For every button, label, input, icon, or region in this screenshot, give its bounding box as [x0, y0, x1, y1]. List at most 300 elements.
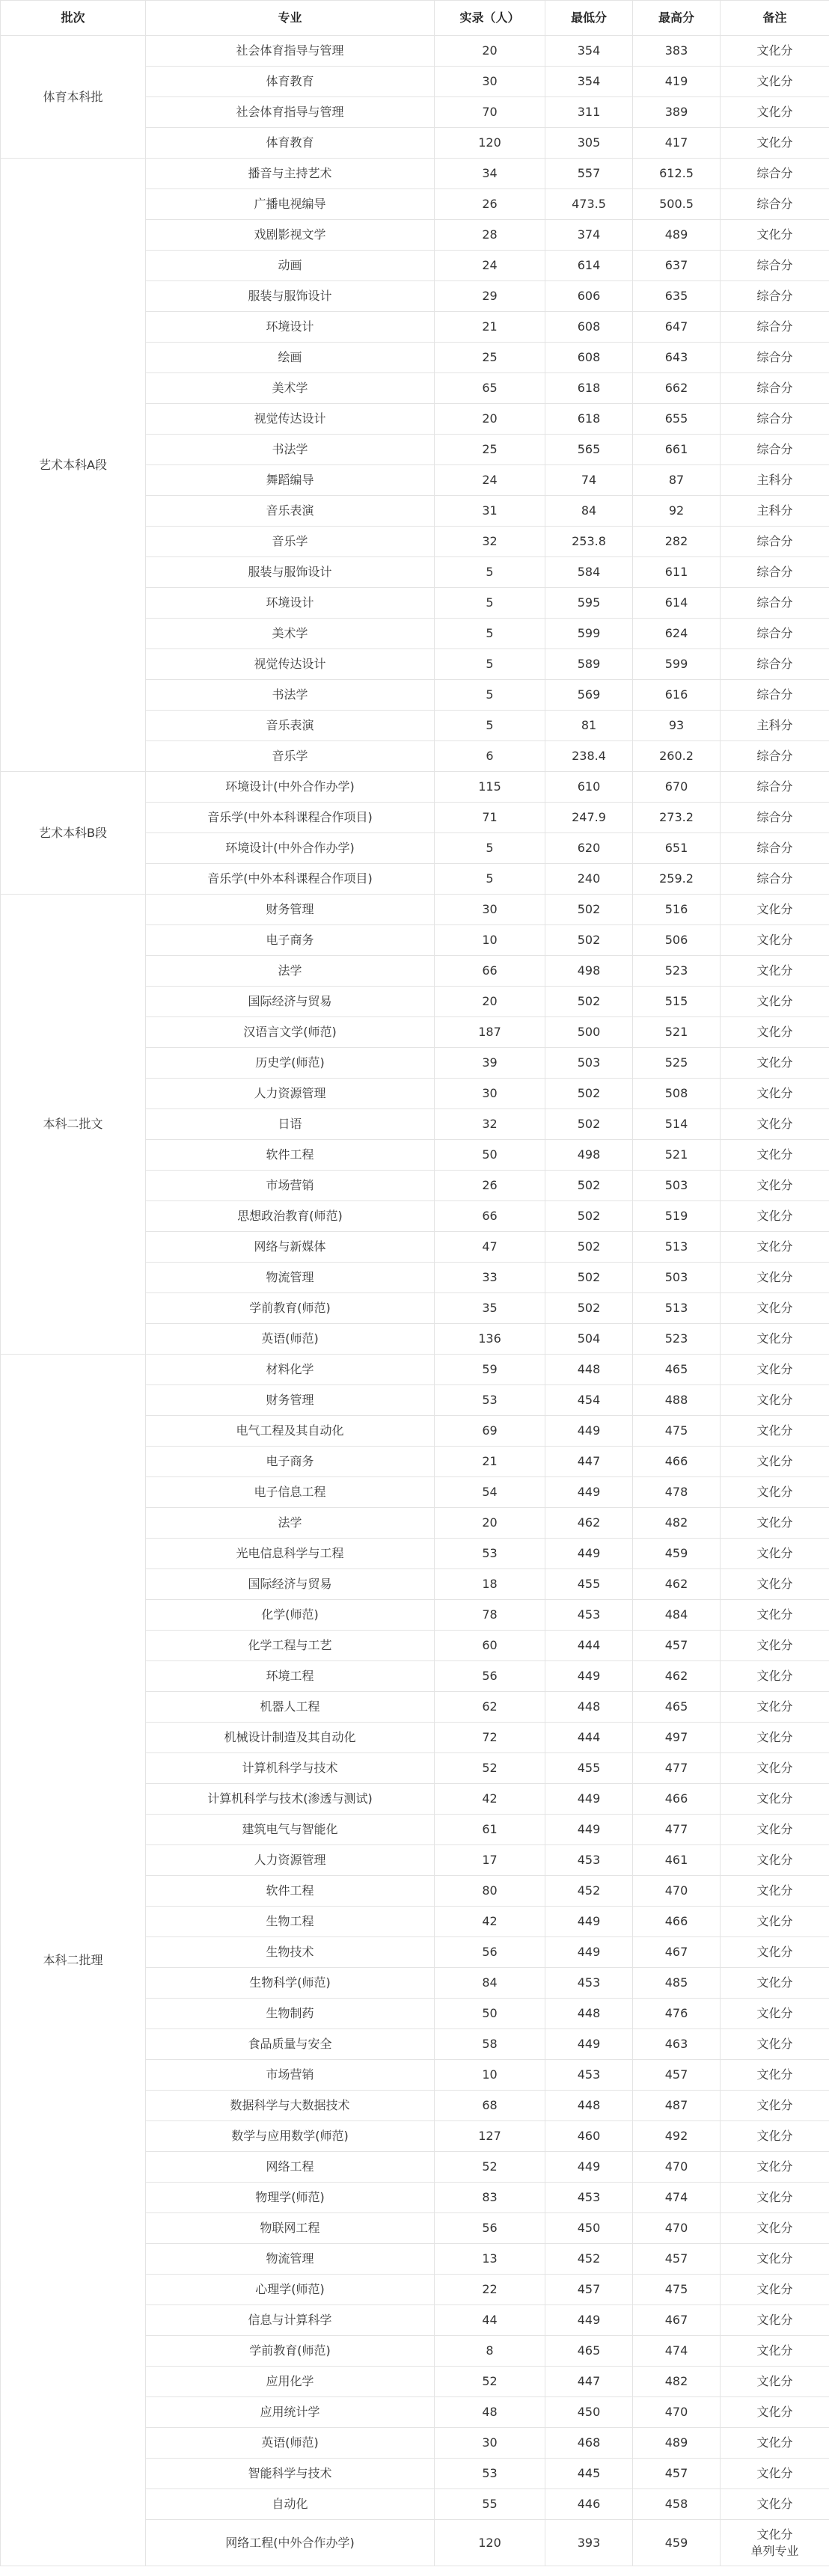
- max-score-cell: 478: [633, 1477, 721, 1508]
- min-score-cell: 502: [545, 1171, 633, 1201]
- max-score-cell: 457: [633, 2060, 721, 2091]
- note-cell: 文化分: [721, 97, 829, 128]
- note-cell: 文化分: [721, 1017, 829, 1048]
- min-score-cell: 452: [545, 2244, 633, 2275]
- major-cell: 环境工程: [146, 1661, 435, 1692]
- major-cell: 英语(师范): [146, 1324, 435, 1355]
- note-cell: 文化分: [721, 1232, 829, 1263]
- major-cell: 建筑电气与智能化: [146, 1815, 435, 1845]
- min-score-cell: 450: [545, 2213, 633, 2244]
- enrolled-cell: 5: [435, 864, 545, 895]
- min-score-cell: 502: [545, 1263, 633, 1293]
- enrolled-cell: 34: [435, 159, 545, 189]
- major-cell: 法学: [146, 1508, 435, 1539]
- enrolled-cell: 10: [435, 2060, 545, 2091]
- enrolled-cell: 5: [435, 680, 545, 711]
- major-cell: 法学: [146, 956, 435, 987]
- major-cell: 生物工程: [146, 1907, 435, 1937]
- enrolled-cell: 29: [435, 281, 545, 312]
- note-cell: 文化分: [721, 1324, 829, 1355]
- min-score-cell: 618: [545, 373, 633, 404]
- min-score-cell: 449: [545, 1416, 633, 1447]
- enrolled-cell: 22: [435, 2275, 545, 2305]
- header-row: [1, 1, 829, 36]
- major-cell: 物流管理: [146, 1263, 435, 1293]
- min-score-cell: 455: [545, 1569, 633, 1600]
- enrolled-cell: 13: [435, 2244, 545, 2275]
- enrolled-cell: 5: [435, 649, 545, 680]
- max-score-cell: 506: [633, 925, 721, 956]
- max-score-cell: 521: [633, 1140, 721, 1171]
- enrolled-cell: 30: [435, 67, 545, 97]
- max-score-cell: 466: [633, 1784, 721, 1815]
- min-score-cell: 453: [545, 1968, 633, 1999]
- min-score-cell: 452: [545, 1876, 633, 1907]
- note-cell: 文化分: [721, 1968, 829, 1999]
- max-score-cell: 467: [633, 2305, 721, 2336]
- enrolled-cell: 10: [435, 925, 545, 956]
- note-cell: 综合分: [721, 527, 829, 557]
- min-score-cell: 374: [545, 220, 633, 251]
- note-cell: 综合分: [721, 557, 829, 588]
- note-cell: 文化分: [721, 2336, 829, 2367]
- enrolled-cell: 30: [435, 1079, 545, 1109]
- major-cell: 音乐学(中外本科课程合作项目): [146, 864, 435, 895]
- enrolled-cell: 47: [435, 1232, 545, 1263]
- table-row: [1, 772, 829, 803]
- max-score-cell: 643: [633, 343, 721, 373]
- note-cell: 文化分: [721, 1999, 829, 2029]
- max-score-cell: 419: [633, 67, 721, 97]
- min-score-cell: 448: [545, 1999, 633, 2029]
- enrolled-cell: 56: [435, 1661, 545, 1692]
- max-score-cell: 508: [633, 1079, 721, 1109]
- min-score-cell: 449: [545, 1661, 633, 1692]
- max-score-cell: 651: [633, 833, 721, 864]
- min-score-cell: 473.5: [545, 189, 633, 220]
- major-cell: 音乐表演: [146, 496, 435, 527]
- major-cell: 化学(师范): [146, 1600, 435, 1631]
- note-cell: 文化分: [721, 1600, 829, 1631]
- note-cell: 文化分: [721, 2275, 829, 2305]
- min-score-cell: 253.8: [545, 527, 633, 557]
- min-score-cell: 565: [545, 435, 633, 465]
- note-cell: 主科分: [721, 711, 829, 741]
- major-cell: 机器人工程: [146, 1692, 435, 1723]
- max-score-cell: 670: [633, 772, 721, 803]
- max-score-cell: 497: [633, 1723, 721, 1753]
- major-cell: 应用统计学: [146, 2397, 435, 2428]
- note-cell: 文化分: [721, 1079, 829, 1109]
- note-cell: 综合分: [721, 343, 829, 373]
- major-cell: 人力资源管理: [146, 1845, 435, 1876]
- note-cell: 文化分: [721, 956, 829, 987]
- enrolled-cell: 20: [435, 404, 545, 435]
- major-cell: 材料化学: [146, 1355, 435, 1385]
- note-cell: 文化分: [721, 1815, 829, 1845]
- major-cell: 网络工程: [146, 2152, 435, 2183]
- major-cell: 戏剧影视文学: [146, 220, 435, 251]
- max-score-cell: 475: [633, 1416, 721, 1447]
- enrolled-cell: 26: [435, 189, 545, 220]
- major-cell: 市场营销: [146, 2060, 435, 2091]
- max-score-cell: 487: [633, 2091, 721, 2121]
- note-cell: 文化分: [721, 2213, 829, 2244]
- major-cell: 学前教育(师范): [146, 1293, 435, 1324]
- enrolled-cell: 120: [435, 2520, 545, 2566]
- note-cell: 文化分: [721, 987, 829, 1017]
- enrolled-cell: 78: [435, 1600, 545, 1631]
- enrolled-cell: 66: [435, 956, 545, 987]
- enrolled-cell: 24: [435, 465, 545, 496]
- major-cell: 软件工程: [146, 1140, 435, 1171]
- enrolled-cell: 59: [435, 1355, 545, 1385]
- min-score-cell: 620: [545, 833, 633, 864]
- min-score-cell: 618: [545, 404, 633, 435]
- major-cell: 音乐学: [146, 527, 435, 557]
- enrolled-cell: 52: [435, 2367, 545, 2397]
- min-score-cell: 447: [545, 1447, 633, 1477]
- note-cell: 综合分: [721, 312, 829, 343]
- min-score-cell: 84: [545, 496, 633, 527]
- note-cell: 文化分: [721, 36, 829, 67]
- max-score-cell: 515: [633, 987, 721, 1017]
- major-cell: 网络与新媒体: [146, 1232, 435, 1263]
- enrolled-cell: 32: [435, 1109, 545, 1140]
- major-cell: 电子商务: [146, 1447, 435, 1477]
- major-cell: 国际经济与贸易: [146, 1569, 435, 1600]
- min-score-cell: 444: [545, 1723, 633, 1753]
- major-cell: 应用化学: [146, 2367, 435, 2397]
- note-cell: 文化分: [721, 1937, 829, 1968]
- enrolled-cell: 50: [435, 1140, 545, 1171]
- header-max-score: 最高分: [633, 1, 721, 36]
- table-row: [1, 159, 829, 189]
- note-cell: 文化分: [721, 1171, 829, 1201]
- note-cell: 主科分: [721, 465, 829, 496]
- min-score-cell: 462: [545, 1508, 633, 1539]
- note-cell: 文化分: [721, 1263, 829, 1293]
- min-score-cell: 81: [545, 711, 633, 741]
- min-score-cell: 247.9: [545, 803, 633, 833]
- max-score-cell: 474: [633, 2183, 721, 2213]
- enrolled-cell: 20: [435, 1508, 545, 1539]
- min-score-cell: 311: [545, 97, 633, 128]
- note-cell: 综合分: [721, 404, 829, 435]
- enrolled-cell: 25: [435, 435, 545, 465]
- note-cell: 文化分: [721, 1048, 829, 1079]
- major-cell: 视觉传达设计: [146, 404, 435, 435]
- enrolled-cell: 56: [435, 1937, 545, 1968]
- batch-cell: 体育本科批: [1, 36, 146, 159]
- min-score-cell: 595: [545, 588, 633, 619]
- enrolled-cell: 120: [435, 128, 545, 159]
- major-cell: 美术学: [146, 373, 435, 404]
- note-cell: 文化分: [721, 1569, 829, 1600]
- max-score-cell: 614: [633, 588, 721, 619]
- max-score-cell: 514: [633, 1109, 721, 1140]
- max-score-cell: 523: [633, 956, 721, 987]
- note-cell: 综合分: [721, 833, 829, 864]
- enrolled-cell: 115: [435, 772, 545, 803]
- major-cell: 书法学: [146, 680, 435, 711]
- max-score-cell: 475: [633, 2275, 721, 2305]
- header-enrolled: 实录（人）: [435, 1, 545, 36]
- major-cell: 生物科学(师范): [146, 1968, 435, 1999]
- max-score-cell: 457: [633, 2244, 721, 2275]
- major-cell: 生物制药: [146, 1999, 435, 2029]
- major-cell: 思想政治教育(师范): [146, 1201, 435, 1232]
- max-score-cell: 470: [633, 2152, 721, 2183]
- max-score-cell: 521: [633, 1017, 721, 1048]
- enrolled-cell: 44: [435, 2305, 545, 2336]
- max-score-cell: 457: [633, 2459, 721, 2489]
- enrolled-cell: 136: [435, 1324, 545, 1355]
- max-score-cell: 260.2: [633, 741, 721, 772]
- note-cell: 文化分: [721, 925, 829, 956]
- max-score-cell: 259.2: [633, 864, 721, 895]
- max-score-cell: 466: [633, 1907, 721, 1937]
- max-score-cell: 525: [633, 1048, 721, 1079]
- enrolled-cell: 32: [435, 527, 545, 557]
- max-score-cell: 457: [633, 1631, 721, 1661]
- min-score-cell: 599: [545, 619, 633, 649]
- note-cell: 综合分: [721, 159, 829, 189]
- enrolled-cell: 21: [435, 312, 545, 343]
- note-cell: 文化分: [721, 2244, 829, 2275]
- note-cell: 文化分: [721, 1508, 829, 1539]
- batch-cell: 本科二批理: [1, 1355, 146, 2566]
- max-score-cell: 611: [633, 557, 721, 588]
- major-cell: 物理学(师范): [146, 2183, 435, 2213]
- major-cell: 社会体育指导与管理: [146, 97, 435, 128]
- note-cell: 文化分: [721, 1631, 829, 1661]
- major-cell: 音乐学: [146, 741, 435, 772]
- note-cell: 文化分: [721, 1355, 829, 1385]
- note-cell: 文化分: [721, 1723, 829, 1753]
- note-cell: 文化分: [721, 2152, 829, 2183]
- min-score-cell: 453: [545, 1845, 633, 1876]
- enrolled-cell: 30: [435, 2428, 545, 2459]
- max-score-cell: 513: [633, 1232, 721, 1263]
- max-score-cell: 273.2: [633, 803, 721, 833]
- major-cell: 信息与计算科学: [146, 2305, 435, 2336]
- table-row: [1, 36, 829, 67]
- major-cell: 电子信息工程: [146, 1477, 435, 1508]
- min-score-cell: 465: [545, 2336, 633, 2367]
- min-score-cell: 502: [545, 1232, 633, 1263]
- min-score-cell: 238.4: [545, 741, 633, 772]
- major-cell: 体育教育: [146, 67, 435, 97]
- major-cell: 物流管理: [146, 2244, 435, 2275]
- major-cell: 环境设计(中外合作办学): [146, 772, 435, 803]
- major-cell: 计算机科学与技术: [146, 1753, 435, 1784]
- note-cell: 文化分: [721, 2091, 829, 2121]
- major-cell: 体育教育: [146, 128, 435, 159]
- max-score-cell: 465: [633, 1692, 721, 1723]
- enrolled-cell: 35: [435, 1293, 545, 1324]
- enrolled-cell: 187: [435, 1017, 545, 1048]
- min-score-cell: 557: [545, 159, 633, 189]
- min-score-cell: 453: [545, 1600, 633, 1631]
- min-score-cell: 354: [545, 67, 633, 97]
- enrolled-cell: 21: [435, 1447, 545, 1477]
- note-cell: 综合分: [721, 680, 829, 711]
- min-score-cell: 498: [545, 956, 633, 987]
- max-score-cell: 92: [633, 496, 721, 527]
- major-cell: 音乐表演: [146, 711, 435, 741]
- max-score-cell: 503: [633, 1263, 721, 1293]
- min-score-cell: 448: [545, 1692, 633, 1723]
- major-cell: 美术学: [146, 619, 435, 649]
- min-score-cell: 455: [545, 1753, 633, 1784]
- enrolled-cell: 20: [435, 987, 545, 1017]
- major-cell: 播音与主持艺术: [146, 159, 435, 189]
- min-score-cell: 454: [545, 1385, 633, 1416]
- max-score-cell: 459: [633, 2520, 721, 2566]
- note-cell: 主科分: [721, 496, 829, 527]
- max-score-cell: 516: [633, 895, 721, 925]
- min-score-cell: 449: [545, 1815, 633, 1845]
- major-cell: 环境设计: [146, 312, 435, 343]
- enrolled-cell: 61: [435, 1815, 545, 1845]
- major-cell: 环境设计: [146, 588, 435, 619]
- major-cell: 舞蹈编导: [146, 465, 435, 496]
- note-cell: 综合分: [721, 741, 829, 772]
- enrolled-cell: 5: [435, 833, 545, 864]
- major-cell: 自动化: [146, 2489, 435, 2520]
- max-score-cell: 635: [633, 281, 721, 312]
- max-score-cell: 467: [633, 1937, 721, 1968]
- max-score-cell: 488: [633, 1385, 721, 1416]
- note-cell: 文化分: [721, 220, 829, 251]
- major-cell: 国际经济与贸易: [146, 987, 435, 1017]
- max-score-cell: 489: [633, 2428, 721, 2459]
- header-major: 专业: [146, 1, 435, 36]
- min-score-cell: 606: [545, 281, 633, 312]
- enrolled-cell: 80: [435, 1876, 545, 1907]
- min-score-cell: 453: [545, 2183, 633, 2213]
- table-row: [1, 895, 829, 925]
- enrolled-cell: 5: [435, 557, 545, 588]
- enrolled-cell: 5: [435, 619, 545, 649]
- note-cell: 文化分: [721, 895, 829, 925]
- major-cell: 数据科学与大数据技术: [146, 2091, 435, 2121]
- note-cell: 文化分: [721, 1784, 829, 1815]
- max-score-cell: 383: [633, 36, 721, 67]
- min-score-cell: 449: [545, 2305, 633, 2336]
- note-cell: 文化分 单列专业: [721, 2520, 829, 2566]
- max-score-cell: 500.5: [633, 189, 721, 220]
- max-score-cell: 503: [633, 1171, 721, 1201]
- enrolled-cell: 42: [435, 1907, 545, 1937]
- enrolled-cell: 52: [435, 2152, 545, 2183]
- enrolled-cell: 28: [435, 220, 545, 251]
- enrolled-cell: 24: [435, 251, 545, 281]
- enrolled-cell: 68: [435, 2091, 545, 2121]
- enrolled-cell: 25: [435, 343, 545, 373]
- major-cell: 生物技术: [146, 1937, 435, 1968]
- note-cell: 文化分: [721, 1416, 829, 1447]
- min-score-cell: 614: [545, 251, 633, 281]
- note-cell: 综合分: [721, 619, 829, 649]
- max-score-cell: 489: [633, 220, 721, 251]
- enrolled-cell: 33: [435, 1263, 545, 1293]
- enrolled-cell: 5: [435, 588, 545, 619]
- note-cell: 文化分: [721, 1477, 829, 1508]
- major-cell: 英语(师范): [146, 2428, 435, 2459]
- enrolled-cell: 83: [435, 2183, 545, 2213]
- min-score-cell: 447: [545, 2367, 633, 2397]
- enrolled-cell: 62: [435, 1692, 545, 1723]
- note-cell: 文化分: [721, 128, 829, 159]
- major-cell: 广播电视编导: [146, 189, 435, 220]
- major-cell: 服装与服饰设计: [146, 557, 435, 588]
- enrolled-cell: 84: [435, 1968, 545, 1999]
- note-cell: 文化分: [721, 1661, 829, 1692]
- min-score-cell: 445: [545, 2459, 633, 2489]
- major-cell: 智能科学与技术: [146, 2459, 435, 2489]
- enrolled-cell: 53: [435, 2459, 545, 2489]
- enrolled-cell: 55: [435, 2489, 545, 2520]
- min-score-cell: 449: [545, 1907, 633, 1937]
- min-score-cell: 584: [545, 557, 633, 588]
- major-cell: 软件工程: [146, 1876, 435, 1907]
- note-cell: 综合分: [721, 803, 829, 833]
- batch-cell: 本科二批文: [1, 895, 146, 1355]
- min-score-cell: 498: [545, 1140, 633, 1171]
- note-cell: 文化分: [721, 1109, 829, 1140]
- min-score-cell: 608: [545, 312, 633, 343]
- max-score-cell: 417: [633, 128, 721, 159]
- note-cell: 综合分: [721, 189, 829, 220]
- major-cell: 机械设计制造及其自动化: [146, 1723, 435, 1753]
- max-score-cell: 485: [633, 1968, 721, 1999]
- note-cell: 综合分: [721, 435, 829, 465]
- enrolled-cell: 52: [435, 1753, 545, 1784]
- enrolled-cell: 26: [435, 1171, 545, 1201]
- max-score-cell: 612.5: [633, 159, 721, 189]
- note-cell: 综合分: [721, 373, 829, 404]
- max-score-cell: 476: [633, 1999, 721, 2029]
- note-cell: 综合分: [721, 281, 829, 312]
- enrolled-cell: 48: [435, 2397, 545, 2428]
- max-score-cell: 482: [633, 1508, 721, 1539]
- min-score-cell: 74: [545, 465, 633, 496]
- enrolled-cell: 60: [435, 1631, 545, 1661]
- major-cell: 视觉传达设计: [146, 649, 435, 680]
- min-score-cell: 503: [545, 1048, 633, 1079]
- min-score-cell: 502: [545, 895, 633, 925]
- max-score-cell: 599: [633, 649, 721, 680]
- note-cell: 文化分: [721, 2397, 829, 2428]
- enrolled-cell: 53: [435, 1539, 545, 1569]
- enrolled-cell: 17: [435, 1845, 545, 1876]
- note-cell: 综合分: [721, 864, 829, 895]
- min-score-cell: 354: [545, 36, 633, 67]
- table-header: [1, 1, 829, 36]
- note-cell: 综合分: [721, 588, 829, 619]
- note-cell: 文化分: [721, 1753, 829, 1784]
- min-score-cell: 502: [545, 925, 633, 956]
- note-cell: 文化分: [721, 2367, 829, 2397]
- max-score-cell: 662: [633, 373, 721, 404]
- note-cell: 文化分: [721, 1845, 829, 1876]
- enrolled-cell: 69: [435, 1416, 545, 1447]
- enrolled-cell: 65: [435, 373, 545, 404]
- max-score-cell: 655: [633, 404, 721, 435]
- max-score-cell: 477: [633, 1815, 721, 1845]
